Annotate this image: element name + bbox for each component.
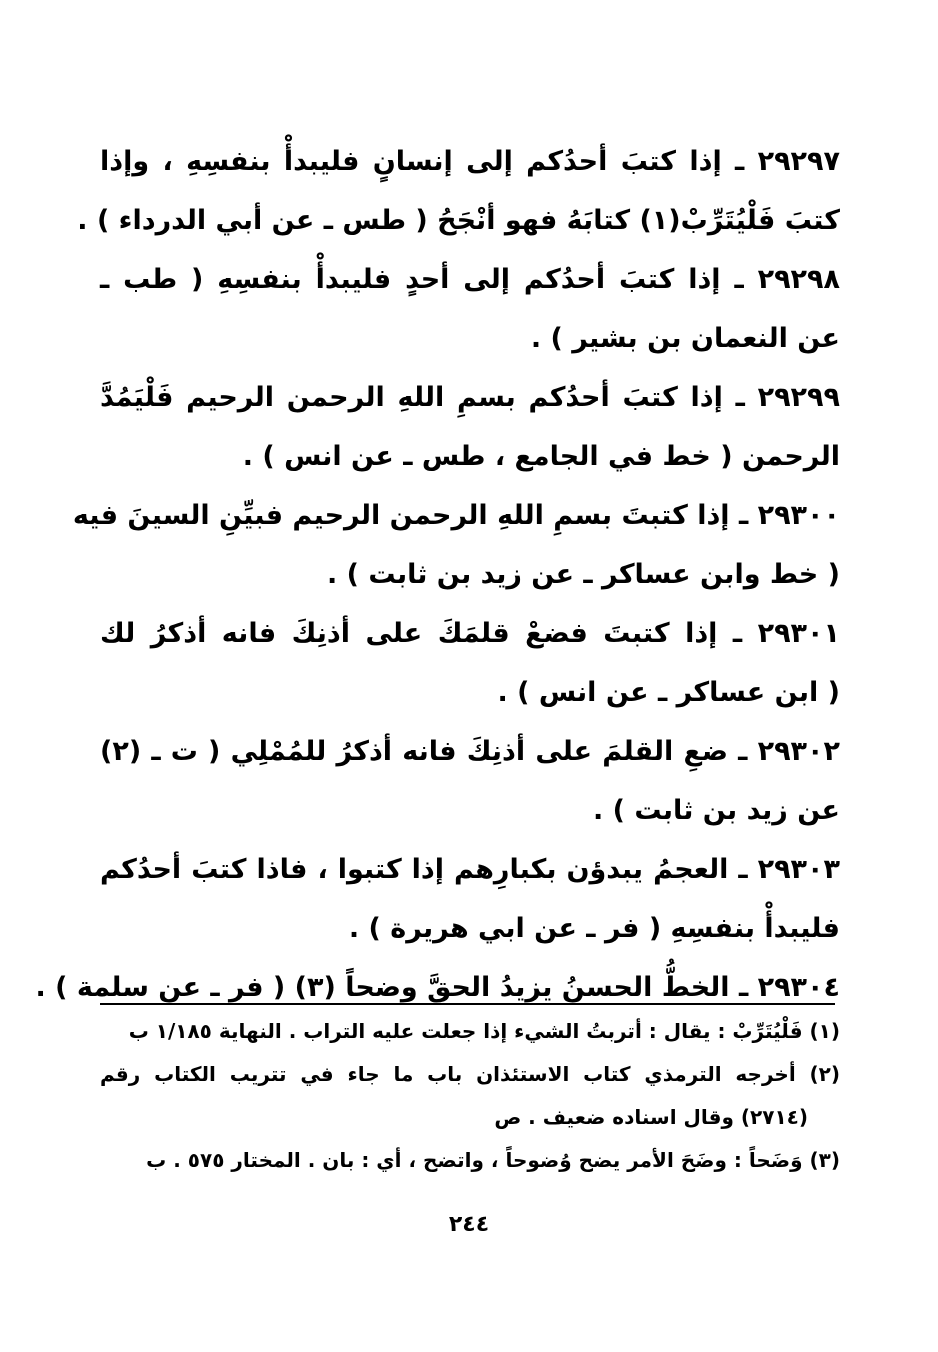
hadith-entry <box>72 486 840 604</box>
hadith-entry <box>100 840 840 958</box>
entry-line: ( ابن عساكر ـ عن انس ) . <box>497 677 840 708</box>
entry-line: ٢٩٣٠١ ـ إذا كتبتَ فضعْ قلمَكَ على أذنِكَ فانه أذكرُ لك <box>100 618 840 649</box>
footnote-line: (٢٧١٤) وقال اسناده ضعيف . ص <box>494 1105 808 1129</box>
entry-line: ٢٩٣٠٤ ـ الخطُّ الحسنُ يزيدُ الحقَّ وضحاً (٣) ( فر ـ عن سلمة ) . <box>35 972 840 1003</box>
entry-line: ٢٩٢٩٩ ـ إذا كتبَ أحدُكم بسمِ اللهِ الرحمن الرحيم فَلْيَمُدَّ <box>100 382 840 413</box>
hadith-entries <box>35 132 840 1017</box>
entry-line: عن زيد بن ثابت ) . <box>592 795 840 826</box>
hadith-entry <box>100 368 840 486</box>
entry-line: ٢٩٣٠٢ ـ ضعِ القلمَ على أذنِكَ فانه أذكرُ للمُمْلِي ( ت ـ (٢) <box>100 736 840 767</box>
entry-line: ٢٩٣٠٣ ـ العجمُ يبدؤن بكبارِهم إذا كتبوا ، فاذا كتبَ أحدُكم <box>100 854 840 885</box>
entry-line: عن النعمان بن بشير ) . <box>530 323 840 354</box>
footnote-line: (٢) أخرجه الترمذي كتاب الاستئذان باب ما جاء في تتريب الكتاب رقم <box>100 1062 840 1086</box>
entry-line: ٢٩٣٠٠ ـ إذا كتبتَ بسمِ اللهِ الرحمن الرحيم فبيِّنِ السينَ فيه <box>72 500 840 531</box>
entry-line: ٢٩٢٩٧ ـ إذا كتبَ أحدُكم إلى إنسانٍ فليبدأْ بنفسِهِ ، وإذا <box>100 146 840 177</box>
entry-line: كتبَ فَلْيُتَرِّبْ(١) كتابَهُ فهو أنْجَحُ ( طس ـ عن أبي الدرداء ) . <box>77 205 840 236</box>
footnotes <box>100 1010 840 1182</box>
hadith-entry <box>100 722 840 840</box>
entry-line: الرحمن ( خط في الجامع ، طس ـ عن انس ) . <box>242 441 840 472</box>
footnote-line: (٣) وَضَحاً : وضَحَ الأمر يضح وُضوحاً ، واتضح ، أي : بان . المختار ٥٧٥ . ب <box>146 1148 840 1172</box>
entry-line: ( خط وابن عساكر ـ عن زيد بن ثابت ) . <box>326 559 840 590</box>
hadith-entry <box>77 132 840 250</box>
entry-line: فليبدأْ بنفسِهِ ( فر ـ عن ابي هريرة ) . <box>348 913 840 944</box>
page-number: ٢٤٤ <box>448 1212 490 1237</box>
hadith-entry <box>100 250 840 368</box>
entry-line: ٢٩٢٩٨ ـ إذا كتبَ أحدُكم إلى أحدٍ فليبدأْ بنفسِهِ ( طب ـ <box>100 264 840 295</box>
footnote-line: (١) فَلْيُتَرِّبْ : يقال : أتربتُ الشيء إذا جعلت عليه التراب . النهاية ١/١٨٥ ب <box>128 1019 840 1043</box>
hadith-entry <box>35 958 840 1017</box>
footnote-divider <box>100 1003 835 1005</box>
hadith-entry <box>100 604 840 722</box>
